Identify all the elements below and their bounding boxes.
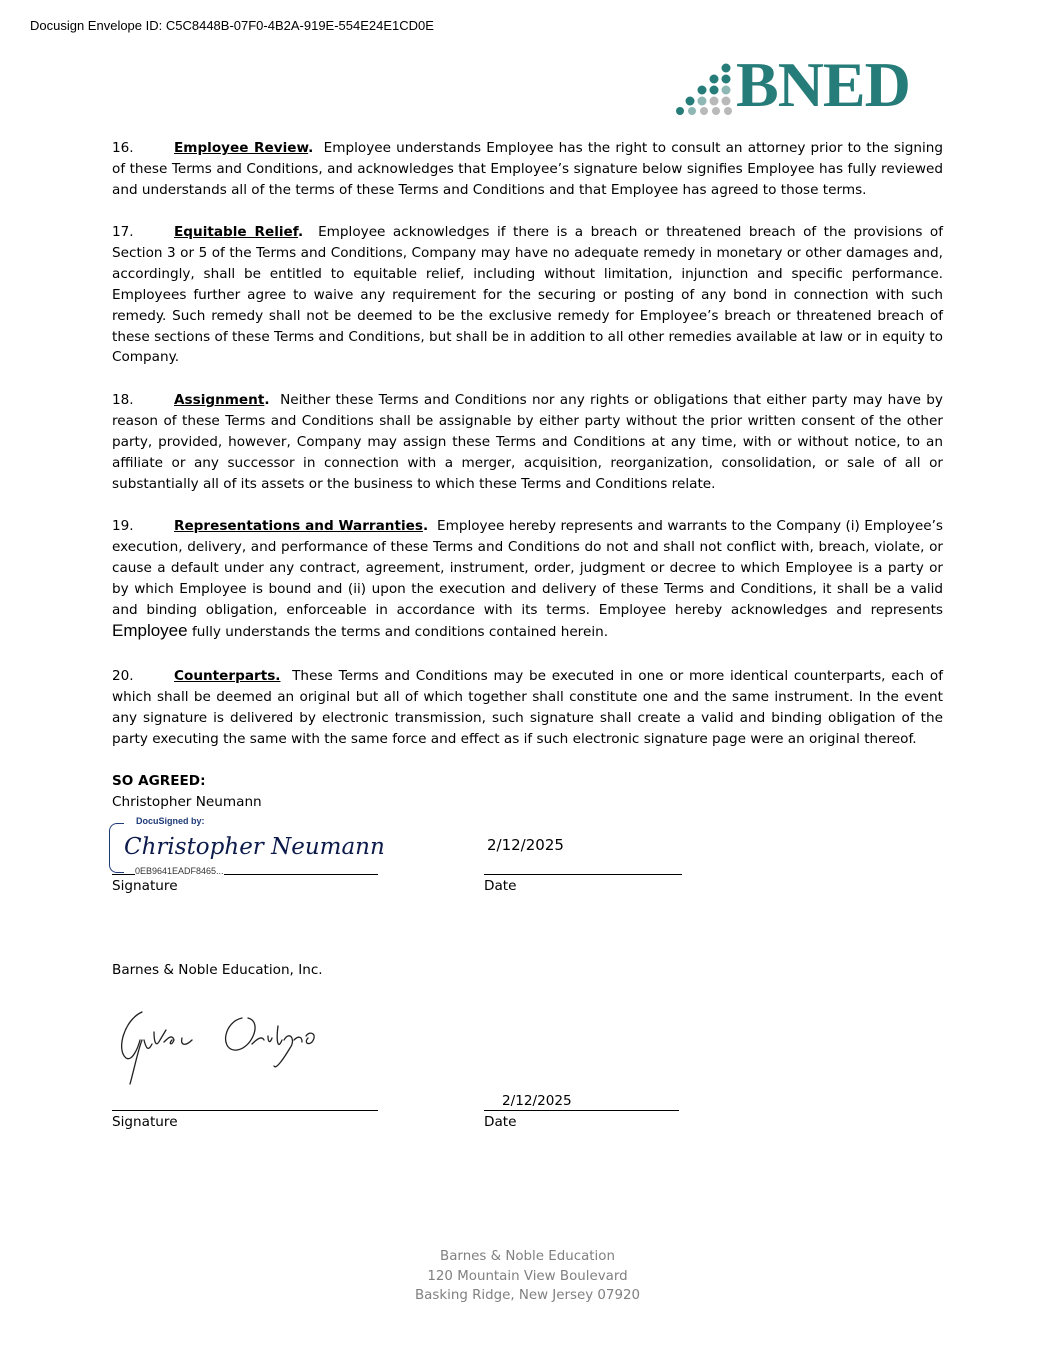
section-text: Employee understands Employee has the right to consult an attorney prior to the signing of these Terms and Conditions, and acknowledges that Employee’s signature below signifies Employee has fully reviewed and understands all of the terms of these Terms and Conditions and that Employee has agreed to those terms. [112,140,943,198]
section-text: These Terms and Conditions may be executed in one or more identical counterparts, each of which shall be deemed an original but all of which together shall constitute one and the same instrument. In the event any signature is delivered by electronic transmission, such signature shall create a valid and binding obligation of the party executing the same with the same force and effect as if such electronic signature page were an original thereof. [112,668,943,747]
company-signature-label: Signature [112,1114,178,1130]
section-number: 17. [112,224,134,240]
logo-wordmark: BNED [736,49,910,120]
company-signature-line [112,1110,378,1111]
logo-dots-icon [676,60,734,116]
section-20 [112,666,943,750]
footer-line-2: 120 Mountain View Boulevard [427,1268,628,1284]
section-number: 20. [112,668,134,684]
section-heading: Employee Review [174,140,309,156]
section-text: Employee acknowledges if there is a breach or threatened breach of the provisions of Section 3 or 5 of the Terms and Conditions, Company may have no adequate remedy in monetary or other damages and, accordingly, shall be entitled to equitable relief, including without limitation, injunction and specific performance. Employees further agree to waive any requirement for the securing or posting of any bond in connection with such remedy. Such remedy shall not be deemed to be the exclusive remedy for Employee’s breach or threatened breach of these sections of these Terms and Conditions, but shall be in addition to all other remedies available at law or in equity to Company. [112,224,943,366]
section-text-tail: fully understands the terms and conditions contained herein. [191,623,609,640]
section-16: 16. Employee Review. Employee understands Employee has the right to consult an attorney prior to the signing of these Terms and Conditions, and acknowledges that Employee’s signature below signifies Employee has fully reviewed and understands all of the terms of these Terms and Conditions and that Employee has agreed to those terms. [112,140,943,198]
company-signature-text: Cynthia Origlio [112,1000,119,1001]
so-agreed-title: SO AGREED: [112,773,206,789]
envelope-id: Docusign Envelope ID: C5C8448B-07F0-4B2A-919E-554E24E1CD0E [30,18,434,33]
employee-date-label: Date [484,878,517,894]
section-number: 18. [112,392,134,408]
section-heading: Representations and Warranties [174,518,423,534]
company-date-label: Date [484,1114,517,1130]
footer-line-1: Barnes & Noble Education [440,1249,615,1264]
employee-name: Christopher Neumann [112,794,262,810]
employee-date: 2/12/2025 [487,836,564,854]
docusign-id: 0EB9641EADF8465... [135,866,224,876]
employee-signature [120,826,385,866]
section-text: Employee hereby represents and warrants to the Company (i) Employee’s execution, delivery, and performance of these Terms and Conditions do not and shall not conflict with, breach, violate, or cause a default under any contract, agreement, instrument, order, judgment or decree to which Employee is a party or by which Employee is bound and (ii) upon the execution and delivery of these Terms and Conditions, it shall be a valid and binding obligation, enforceable in accordance with its terms. Employee hereby acknowledges and represents [112,518,943,618]
employee-signature-text: Christopher Neumann [124,834,385,860]
footer-address [0,1247,1055,1306]
bned-logo [676,49,946,120]
footer-line-3: Basking Ridge, New Jersey 07920 [414,1288,640,1303]
section-19: 19. Representations and Warranties. Employee hereby represents and warrants to the Company (i) Employee’s execution, delivery, and performance of these Terms and Conditions do not and shall not conflict with, breach, violate, or cause a default under any contract, agreement, instrument, order, judgment or decree to which Employee is a party or by which Employee is bound and (ii) upon the execution and delivery of these Terms and Conditions, it shall be a valid and binding obligation, enforceable in accordance with its terms. Employee hereby acknowledges and represents Employee fully understands the terms and conditions contained herein. [112,518,943,640]
company-date: 2/12/2025 [502,1093,572,1109]
section-heading: Counterparts. [174,668,281,684]
section-number: 16. [112,140,134,156]
section-number: 19. [112,518,134,534]
company-signature [112,1000,332,1090]
company-name: Barnes & Noble Education, Inc. [112,962,323,978]
employee-date-line [484,874,682,875]
employee-signature-label: Signature [112,878,178,894]
section-18: 18. Assignment. Neither these Terms and Conditions nor any rights or obligations that either party may have by reason of these Terms and Conditions shall be assignable by either party without the prior written consent of the other party, provided, however, Company may assign these Terms and Conditions at any time, with or without notice, to an affiliate or any successor in connection with a merger, acquisition, reorganization, consolidation, or sale of all or substantially all of its assets or the business to which these Terms and Conditions relate. [112,392,943,492]
section-heading: Assignment [174,392,265,408]
docusign-label: DocuSigned by: [136,816,205,826]
section-heading: Equitable Relief [174,224,298,240]
section-text-odd-font: Employee [112,620,188,640]
section-text: Neither these Terms and Conditions nor any rights or obligations that either party may have by reason of these Terms and Conditions shall be assignable by either party without the prior written consent of the other party, provided, however, Company may assign these Terms and Conditions at any time, with or without notice, to an affiliate or any successor in connection with a merger, acquisition, reorganization, consolidation, or sale of all or substantially all of its assets or the business to which these Terms and Conditions relate. [112,392,943,492]
company-date-line [484,1110,679,1111]
section-17: 17. Equitable Relief. Employee acknowledges if there is a breach or threatened breach of the provisions of Section 3 or 5 of the Terms and Conditions, Company may have no adequate remedy in monetary or other damages and, accordingly, shall be entitled to equitable relief, including without limitation, injunction and specific performance. Employees further agree to waive any requirement for the securing or posting of any bond in connection with such remedy. Such remedy shall not be deemed to be the exclusive remedy for Employee’s breach or threatened breach of these sections of these Terms and Conditions, but shall be in addition to all other remedies available at law or in equity to Company. [112,224,943,366]
